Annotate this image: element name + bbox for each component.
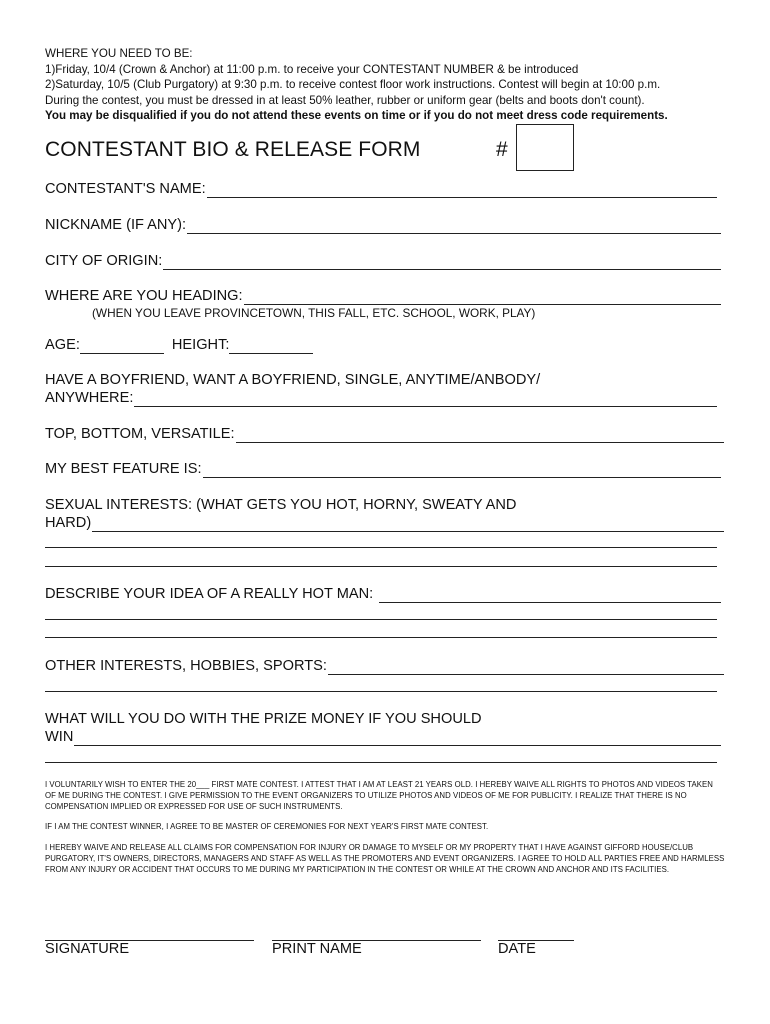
hot-man-field[interactable] [45,585,721,603]
instructions-line-1: 1)Friday, 10/4 (Crown & Anchor) at 11:00 p.m. to receive your CONTESTANT NUMBER & be introduced [45,62,579,76]
hot-man-extra-line-2[interactable] [45,637,717,638]
date-label: DATE [498,941,536,957]
sexual-interests-field[interactable] [45,514,724,532]
boyfriend-line[interactable] [134,392,717,407]
height-label: HEIGHT: [171,337,230,353]
best-feature-line[interactable] [203,463,721,478]
master-of-ceremonies-paragraph: IF I AM THE CONTEST WINNER, I AGREE TO BE MASTER OF CEREMONIES FOR NEXT YEAR'S FIRST MATE CONTEST. [45,822,489,831]
city-of-origin-field[interactable] [45,252,721,270]
nickname-label: NICKNAME (IF ANY): [45,217,187,233]
disqualification-warning: You may be disqualified if you do not attend these events on time or if you do not meet dress code requirements. [45,109,668,123]
hot-man-extra-line-1[interactable] [45,619,717,620]
best-feature-label: MY BEST FEATURE IS: [45,461,202,477]
where-heading-line[interactable] [244,290,721,305]
prize-money-line-1: WHAT WILL YOU DO WITH THE PRIZE MONEY IF YOU SHOULD [45,711,482,727]
sexual-interests-line-2: HARD) [45,515,92,531]
instructions-line-2: 2)Saturday, 10/5 (Club Purgatory) at 9:30 p.m. to receive contest floor work instructions. Contest will begin at 10:00 p.m. [45,78,661,92]
other-interests-extra-line[interactable] [45,691,717,692]
nickname-field[interactable] [45,216,721,234]
where-heading-note: (WHEN YOU LEAVE PROVINCETOWN, THIS FALL, ETC. SCHOOL, WORK, PLAY) [92,306,536,320]
city-of-origin-label: CITY OF ORIGIN: [45,253,163,269]
hot-man-label: DESCRIBE YOUR IDEA OF A REALLY HOT MAN: [45,586,374,602]
contestant-name-line[interactable] [207,183,717,198]
instructions-heading: WHERE YOU NEED TO BE: [45,47,193,60]
liability-waiver-paragraph: I HEREBY WAIVE AND RELEASE ALL CLAIMS FOR COMPENSATION FOR INJURY OR DAMAGE TO MYSELF OR MY PROPERTY THAT I HAVE AGAINST GIFFORD HOUSE/CLUB PURGATORY, IT'S OWNERS, DIRECTORS, MANAGERS AND STAFF AS WELL AS THE PROMOTERS AND EVENT ORGANIZERS. I AGREE TO HOLD ALL PARTIES FREE AND HARMLESS FROM ANY INJURY OR ACCIDENT THAT OCCURS TO ME DURING MY PARTICIPATION IN THE CONTEST OR WHILE AT THE CROWN AND ANCHOR AND ITS FACILITIES. [45,843,725,874]
print-name-label: PRINT NAME [272,941,362,957]
other-interests-label: OTHER INTERESTS, HOBBIES, SPORTS: [45,658,327,674]
boyfriend-question-line-1: HAVE A BOYFRIEND, WANT A BOYFRIEND, SINGLE, ANYTIME/ANBODY/ [45,372,541,388]
nickname-line[interactable] [187,219,721,234]
instructions-block [45,46,735,124]
prize-money-field[interactable] [45,728,721,746]
prize-money-line[interactable] [74,731,721,746]
signature-label: SIGNATURE [45,941,130,957]
best-feature-field[interactable] [45,460,721,478]
hot-man-line[interactable] [379,588,721,603]
contestant-name-field[interactable] [45,180,717,198]
height-line[interactable] [229,339,313,354]
position-field[interactable] [45,425,724,443]
city-of-origin-line[interactable] [163,255,721,270]
contestant-number-label: # [496,138,508,161]
boyfriend-field[interactable] [45,389,717,407]
contestant-name-label: CONTESTANT'S NAME: [45,181,206,197]
other-interests-line[interactable] [328,660,724,675]
photo-release-paragraph: I VOLUNTARILY WISH TO ENTER THE 20___ FIRST MATE CONTEST. I ATTEST THAT I AM AT LEAST 21 YEARS OLD. I HEREBY WAIVE ALL RIGHTS TO PHOTOS AND VIDEOS TAKEN OF ME DURING THE CONTEST. I GIVE PERMISSION TO THE EVENT ORGANIZERS TO UTILIZE PHOTOS AND VIDEOS OF ME FOR PUBLICITY. I REALIZE THAT THERE IS NO COMPENSATION IMPLIED OR EXPRESSED FOR USE OF SUCH INSTRUMENTS. [45,780,713,811]
sexual-interests-line[interactable] [92,517,724,532]
form-title: CONTESTANT BIO & RELEASE FORM [45,138,421,161]
where-heading-field[interactable] [45,287,721,305]
sexual-interests-line-1: SEXUAL INTERESTS: (WHAT GETS YOU HOT, HORNY, SWEATY AND [45,497,517,513]
age-label: AGE: [45,337,80,353]
age-height-row [45,336,313,354]
age-line[interactable] [80,339,164,354]
position-line[interactable] [236,428,725,443]
other-interests-field[interactable] [45,657,724,675]
where-heading-label: WHERE ARE YOU HEADING: [45,288,243,304]
boyfriend-question-line-2: ANYWHERE: [45,390,134,406]
instructions-line-3: During the contest, you must be dressed in at least 50% leather, rubber or uniform gear (belts and boots don't count). [45,93,645,107]
contestant-number-box[interactable] [516,124,574,171]
prize-money-extra-line[interactable] [45,762,717,763]
prize-money-line-2: WIN [45,729,74,745]
position-label: TOP, BOTTOM, VERSATILE: [45,426,235,442]
sexual-interests-extra-line-2[interactable] [45,566,717,567]
sexual-interests-extra-line-1[interactable] [45,547,717,548]
